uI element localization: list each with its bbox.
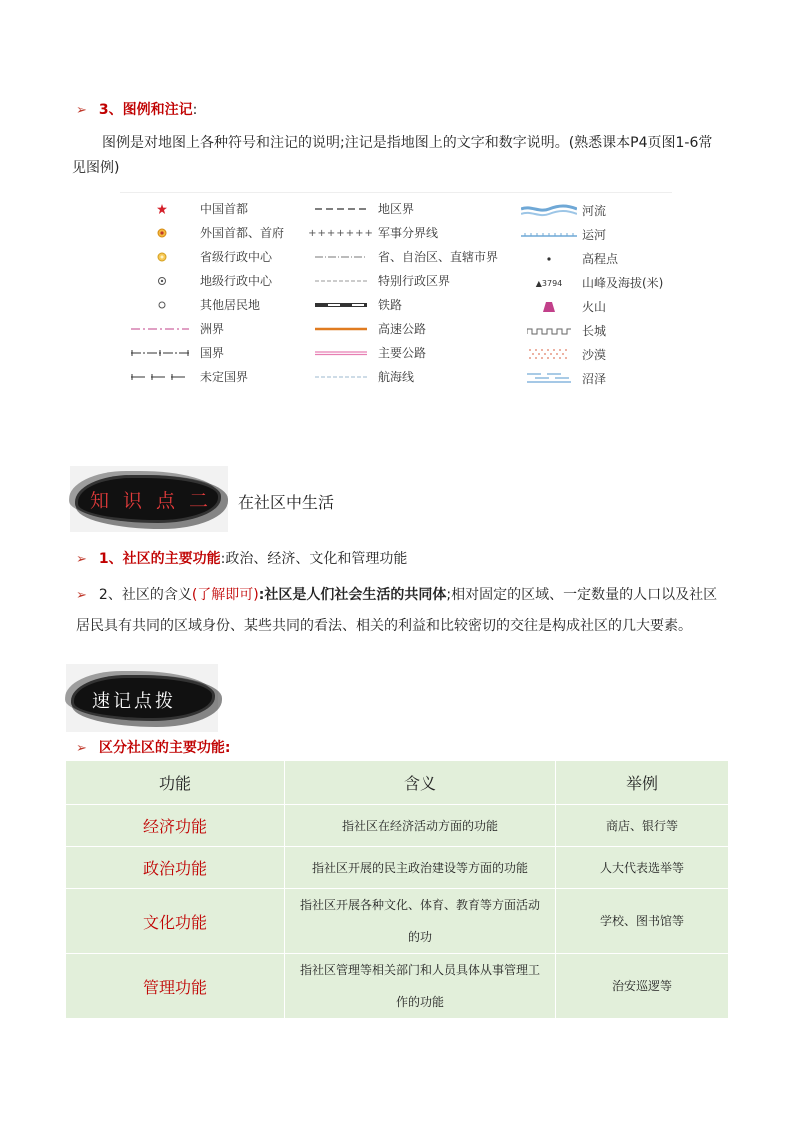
table-row <box>66 805 729 847</box>
item-label: 区分社区的主要功能: <box>98 740 231 756</box>
item-label: 1、社区的主要功能 <box>98 551 221 567</box>
function-meaning: 指社区开展各种文化、体育、教育等方面活动的功 <box>285 889 556 954</box>
bullet-arrow-icon: ➢ <box>76 552 87 567</box>
function-meaning: 指社区开展的民主政治建设等方面的功能 <box>285 847 556 889</box>
legend-description: 图例是对地图上各种符号和注记的说明;注记是指地图上的文字和数字说明。(熟悉课本P4页图1-6常见图例) <box>72 135 713 176</box>
swamp-icon <box>520 368 578 388</box>
capital-star-icon <box>150 199 174 219</box>
bullet-arrow-icon: ➢ <box>76 103 87 118</box>
function-name: 管理功能 <box>66 954 285 1019</box>
function-example: 人大代表选举等 <box>556 847 729 889</box>
prefecture-center-icon <box>150 271 174 291</box>
national-boundary-icon <box>130 343 190 363</box>
river-icon <box>520 201 578 221</box>
highway-icon <box>314 319 368 339</box>
peak-elevation-value: 3794 <box>541 278 563 288</box>
knowledge-point-title: 在社区中生活 <box>238 493 335 512</box>
function-meaning: 指社区管理等相关部门和人员具体从事管理工作的功能 <box>285 954 556 1019</box>
map-legend-figure <box>120 192 672 393</box>
function-example: 治安巡逻等 <box>556 954 729 1019</box>
legend-label: 高程点 <box>582 252 619 266</box>
legend-label: 省级行政中心 <box>200 250 273 264</box>
legend-label: 火山 <box>582 300 607 314</box>
item-prefix: 2、社区的含义 <box>98 587 192 603</box>
item-rest: ;相对固定的区域、一定数量的人口以及社区居民具有共同的区域身份、某些共同的看法、相关的利益和比较密切的交往是构成社区的几大要素。 <box>76 587 718 634</box>
header-function: 功能 <box>66 761 285 805</box>
province-boundary-icon <box>314 247 368 267</box>
legend-label: 沼泽 <box>582 372 607 386</box>
table-row <box>66 889 729 954</box>
elevation-point-icon <box>520 249 578 269</box>
continent-boundary-icon <box>130 319 190 339</box>
district-boundary-icon <box>314 199 368 219</box>
residence-icon <box>150 295 174 315</box>
legend-label: 河流 <box>582 204 607 218</box>
bullet-arrow-icon: ➢ <box>76 588 87 603</box>
foreign-capital-icon <box>150 223 174 243</box>
legend-label: 航海线 <box>378 370 415 384</box>
distinguish-functions-item <box>76 737 231 757</box>
speed-memo-badge: 速记点拨 <box>92 691 176 712</box>
item-bold-text: :社区是人们社会生活的共同体 <box>258 587 447 603</box>
legend-label: 未定国界 <box>200 370 249 384</box>
legend-label: 洲界 <box>200 322 225 336</box>
legend-label: 中国首都 <box>200 202 249 216</box>
function-name: 政治功能 <box>66 847 285 889</box>
railway-icon <box>314 295 368 315</box>
legend-label: 山峰及海拔(米) <box>582 276 664 290</box>
provincial-center-icon <box>150 247 174 267</box>
legend-label: 地级行政中心 <box>200 274 273 288</box>
legend-label: 军事分界线 <box>378 226 439 240</box>
table-header-row <box>66 761 729 805</box>
legend-label: 运河 <box>582 228 607 242</box>
table-row <box>66 954 729 1019</box>
legend-label: 地区界 <box>378 202 415 216</box>
legend-label: 铁路 <box>378 298 403 312</box>
shipping-route-icon <box>314 367 368 387</box>
heading-colon: : <box>192 102 198 118</box>
function-example: 学校、图书馆等 <box>556 889 729 954</box>
legend-label: 省、自治区、直辖市界 <box>378 250 499 264</box>
function-example: 商店、银行等 <box>556 805 729 847</box>
function-name: 文化功能 <box>66 889 285 954</box>
community-functions-table <box>65 760 729 1019</box>
great-wall-icon <box>520 321 578 341</box>
function-meaning: 指社区在经济活动方面的功能 <box>285 805 556 847</box>
section-heading-3 <box>76 99 197 119</box>
legend-label: 高速公路 <box>378 322 427 336</box>
legend-label: 沙漠 <box>582 348 607 362</box>
legend-label: 特别行政区界 <box>378 274 451 288</box>
legend-label: 国界 <box>200 346 225 360</box>
volcano-icon <box>520 297 578 317</box>
community-definition-item <box>76 580 726 642</box>
undetermined-boundary-icon <box>130 367 190 387</box>
legend-label: 外国首都、首府 <box>200 226 285 240</box>
knowledge-point-badge: 知识点二 <box>90 490 223 512</box>
header-example: 举例 <box>556 761 729 805</box>
community-functions-item <box>76 548 407 568</box>
sar-boundary-icon <box>314 271 368 291</box>
peak-icon: ▲ 3794 <box>535 278 563 288</box>
function-name: 经济功能 <box>66 805 285 847</box>
table-row <box>66 847 729 889</box>
legend-label: 长城 <box>582 324 607 338</box>
item-text: :政治、经济、文化和管理功能 <box>220 551 408 567</box>
heading-text: 3、图例和注记 <box>98 102 193 118</box>
legend-label: 其他居民地 <box>200 298 261 312</box>
desert-icon <box>520 343 578 363</box>
bullet-arrow-icon: ➢ <box>76 741 87 756</box>
item-note: (了解即可) <box>191 587 259 603</box>
main-road-icon <box>314 343 368 363</box>
legend-label: 主要公路 <box>378 346 427 360</box>
header-meaning: 含义 <box>285 761 556 805</box>
canal-icon <box>520 225 578 245</box>
military-line-icon: +++++++ <box>308 227 374 239</box>
